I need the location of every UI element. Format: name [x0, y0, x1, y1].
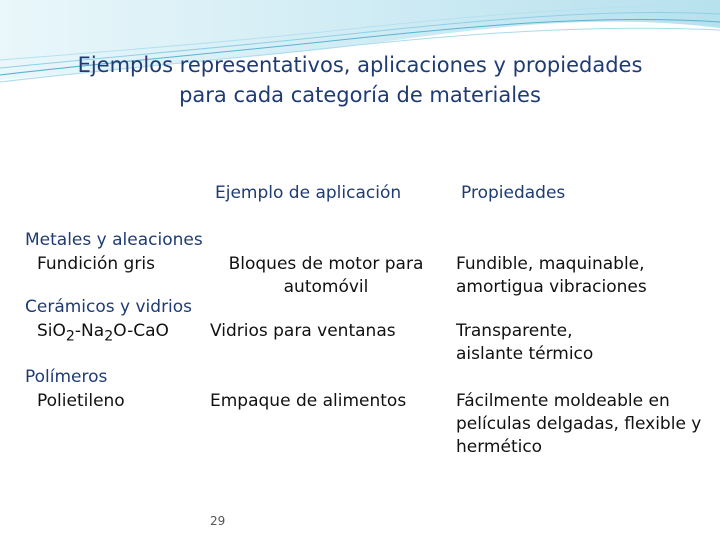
category-metals: Metales y aleaciones: [25, 230, 203, 250]
application-ceramics: Vidrios para ventanas: [210, 321, 396, 341]
formula-si: SiO: [37, 321, 66, 341]
header-application: Ejemplo de aplicación: [215, 183, 402, 203]
category-polymers: Polímeros: [25, 367, 108, 387]
example-polymers: Polietileno: [37, 391, 125, 411]
formula-cao: O-CaO: [113, 321, 169, 341]
formula-na: -Na: [74, 321, 105, 341]
properties-ceramics: Transparente, aislante térmico: [456, 321, 594, 364]
page-number: 29: [210, 514, 226, 528]
category-ceramics: Cerámicos y vidrios: [25, 297, 193, 317]
formula-sub: 2: [104, 328, 114, 345]
formula-sub: 2: [65, 328, 75, 345]
application-polymers: Empaque de alimentos: [210, 391, 407, 411]
application-metals: Bloques de motor para automóvil: [228, 254, 424, 297]
properties-metals: Fundible, maquinable, amortigua vibraciones: [456, 254, 647, 297]
header-properties: Propiedades: [461, 183, 566, 203]
slide-title: Ejemplos representativos, aplicaciones y propiedades para cada categoría de materiales: [77, 53, 643, 107]
example-metals: Fundición gris: [37, 254, 155, 274]
example-ceramics: [37, 320, 169, 348]
properties-polymers: Fácilmente moldeable en películas delgadas, flexible y hermético: [456, 391, 702, 457]
